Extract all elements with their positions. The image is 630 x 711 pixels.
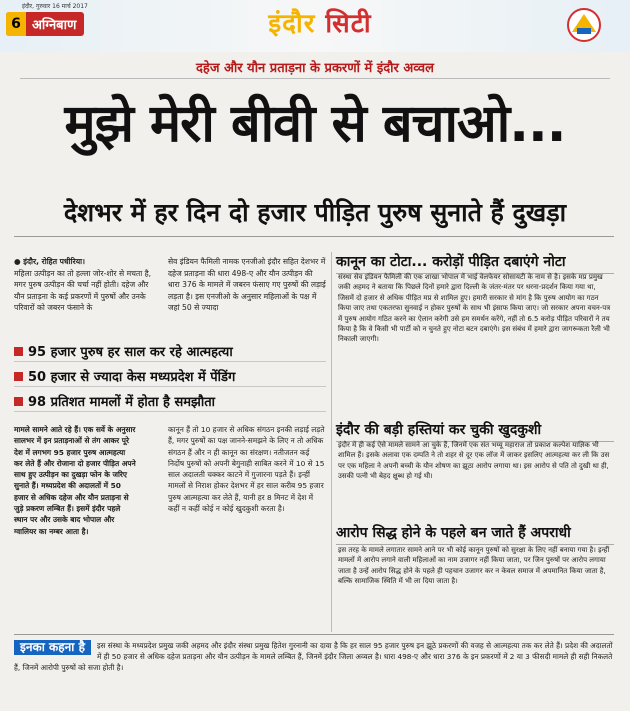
masthead-part1: इंदौर <box>268 9 316 39</box>
quote-section <box>14 640 614 673</box>
divider <box>14 236 614 237</box>
section-masthead <box>220 4 420 40</box>
column-text: महिला उत्पीड़न का तो हल्ला जोर-शोर से मचता है, मगर पुरुष उत्पीड़न की चर्चा नहीं होती। दहेज और यौन प्रताड़ना के कई प्रकरणों में पुरुषों और उनके परिवारों को जबरन फंसाने के <box>14 268 152 313</box>
publication-logo-icon <box>560 6 608 44</box>
box-heading-3: आरोप सिद्ध होने के पहले बन जाते हैं अपराधी <box>336 523 614 545</box>
page-number: 6 <box>6 12 26 36</box>
masthead-part2: सिटी <box>325 9 372 39</box>
column-text: कानून हैं तो 10 हजार से अधिक संगठन इनकी लड़ाई लड़ते हैं, मगर पुरुषों का पक्ष जानने-समझने के लिए न तो अधिक संगठन हैं और न ही कानून का संरक्षण। नतीजतन कई निर्दोष पुरुषों को अपनी बेगुनाही साबित करने में 10 से 15 साल अदालती चक्कर काटने में गुजारना पड़ते हैं। इन्हीं मामलों से निराश होकर देशभर में हर साल करीब 95 हजार पुरुष आत्महत्या कर लेते हैं, यानी हर 8 मिनट में देश में कहीं न कहीं कोई न कोई खुदकुशी करता है। <box>168 425 325 514</box>
column-divider <box>331 252 332 632</box>
column-text: संस्था सेव इंडियन फैमिली की एक शाखा भोपाल में भाई वेलफेयर सोसायटी के नाम से है। इसके मप्र प्रमुख जकी अहमद ने बताया कि पिछले दिनों हमारे द्वारा दिल्ली के जंतर-मंतर पर धरना-प्रदर्शन किया गया था, जिसमें दो हजार से अधिक पीड़ित मप्र से शामिल हुए। हमारी सरकार से मांग है कि पुरुष आयोग का गठन किया जाए तथा एकतरफा सुनवाई न होकर पुरुषों के साथ भी इंसाफ किया जाए। जो सरकार अपना वचन-पत्र में पुरुष आयोग गठित करने का ऐलान करेगी उसे हम समर्थन करेंगे, नहीं तो 6.5 करोड़ पीड़ित परिवारों ने तय किया है कि वे किसी भी पार्टी को न चुनते हुए नोटा बटन दबाएंगे। इस संबंध में हमारे द्वारा जागरूकता रैली भी निकाली जाएगी। <box>338 273 611 344</box>
highlight-2 <box>14 366 326 387</box>
box-text-2 <box>338 440 613 482</box>
dateline: इंदौर, गुरुवार 16 मार्च 2017 <box>22 3 88 10</box>
bullet-square-icon <box>14 347 23 356</box>
byline: ● इंदौर, रोहित पधीरिया। <box>14 257 85 266</box>
bullet-square-icon <box>14 397 23 406</box>
box-text-3 <box>338 545 613 587</box>
page-name: अग्निबाण <box>32 18 77 33</box>
column-text: इंदौर में ही कई ऐसे मामले सामने आ चुके हैं, जिनमें एक संत भय्यू महाराज तो प्रकाश कल्पेश याज्ञिक भी शामिल हैं। इसके अलावा एक दम्पति ने तो शहर से दूर एक लॉज में जाकर इसलिए आत्महत्या कर ली कि उस पर एक महिला ने अपनी बच्ची के यौन शोषण का झूठा आरोप लगाया था। इस आरोप से पति तो दुखी था ही, उसकी पत्नी भी बेहद क्षुब्ध हो गई थी। <box>338 441 610 481</box>
article-column-4 <box>168 424 326 514</box>
article-column-1 <box>14 256 160 314</box>
bullet-square-icon <box>14 372 23 381</box>
divider <box>14 634 614 635</box>
column-text: मामले सामने आते रहे हैं। एक सर्वे के अनुसार सालभर में इन प्रताड़नाओं से तंग आकर पूरे देश में लगभग 95 हजार पुरुष आत्महत्या कर लेते हैं और रोजाना दो हजार पीड़ित अपने साथ हुए उत्पीड़न का दुखड़ा फोन के जरिए सुनाते हैं। मध्यप्रदेश की अदालतों में 50 हजार से अधिक दहेज और यौन प्रताड़ना से जुड़े प्रकरण लम्बित हैं। इसमें इंदौर पहले स्थान पर और उसके बाद भोपाल और ग्वालियर का नम्बर आता है। <box>14 425 136 536</box>
box-heading-2: इंदौर की बड़ी हस्तियां कर चुकी खुदकुशी <box>336 420 614 442</box>
subheadline: देशभर में हर दिन दो हजार पीड़ित पुरुष सुनाते हैं दुखड़ा <box>63 198 567 227</box>
highlight-text: 50 हजार से ज्यादा केस मध्यप्रदेश में पेंडिंग <box>28 370 236 385</box>
masthead-band <box>0 0 630 52</box>
quote-text: इस संस्था के मध्यप्रदेश प्रमुख जकी अहमद और इंदौर संस्था प्रमुख हितेश गुरनानी का दावा है कि हर साल 95 हजार पुरुष इन झूठे प्रकरणों की वजह से आत्महत्या तक कर लेते हैं। प्रदेश की अदालतों में ही 50 हजार से अधिक दहेज प्रताड़ना और यौन उत्पीड़न के मामले लम्बित हैं, जिनमें इंदौर जिला अव्वल है। धारा 498-ए और धारा 376 के इन प्रकरणों में 2 या 3 फीसदी मामले ही सही निकलते हैं, जिनमें आरोपी पुरुषों को सजा होती है। <box>14 641 613 672</box>
box-heading-1: कानून का टोटा... करोड़ों पीड़ित दबाएंगे नोटा <box>336 252 614 274</box>
highlight-text: 98 प्रतिशत मामलों में होता है समझौता <box>28 395 216 410</box>
headline: मुझे मेरी बीवी से बचाओ... <box>64 94 566 154</box>
quote-tag: इनका कहना है <box>14 640 91 655</box>
page-label <box>6 12 84 36</box>
column-text: इस तरह के मामले लगातार सामने आने पर भी कोई कानून पुरुषों को सुरक्षा के लिए नहीं बनाया गया है। इन्हीं मामलों में आरोप लगाने वाली महिलाओं का नाम उजागर नहीं किया जाता, पर जिन पुरुषों पर आरोप लगाया जाता है उन्हें आरोप सिद्ध होने के पहले ही पहचान उजागर कर न केवल समाज में अपमानित किया जाता है, बल्कि सामाजिक स्थिति में भी ला दिया जाता है। <box>338 546 610 586</box>
article-column-2 <box>168 256 326 314</box>
highlight-text: 95 हजार पुरुष हर साल कर रहे आत्महत्या <box>28 345 233 360</box>
highlight-3 <box>14 391 326 412</box>
article-column-3 <box>14 424 136 537</box>
column-text: सेव इंडियन फैमिली नामक एनजीओ इंदौर सहित देशभर में दहेज प्रताड़ना की धारा 498-ए और यौन उत्पीड़न की धारा 376 के मामले में जबरन फंसाए गए पुरुषों की लड़ाई लड़ता है। इस एनजीओ के अनुसार महिलाओं के पक्ष में जहां 50 से ज्यादा <box>168 257 326 313</box>
highlight-1 <box>14 341 326 362</box>
box-text-1 <box>338 272 613 345</box>
divider <box>20 78 610 79</box>
kicker: दहेज और यौन प्रताड़ना के प्रकरणों में इंदौर अव्वल <box>196 61 434 76</box>
